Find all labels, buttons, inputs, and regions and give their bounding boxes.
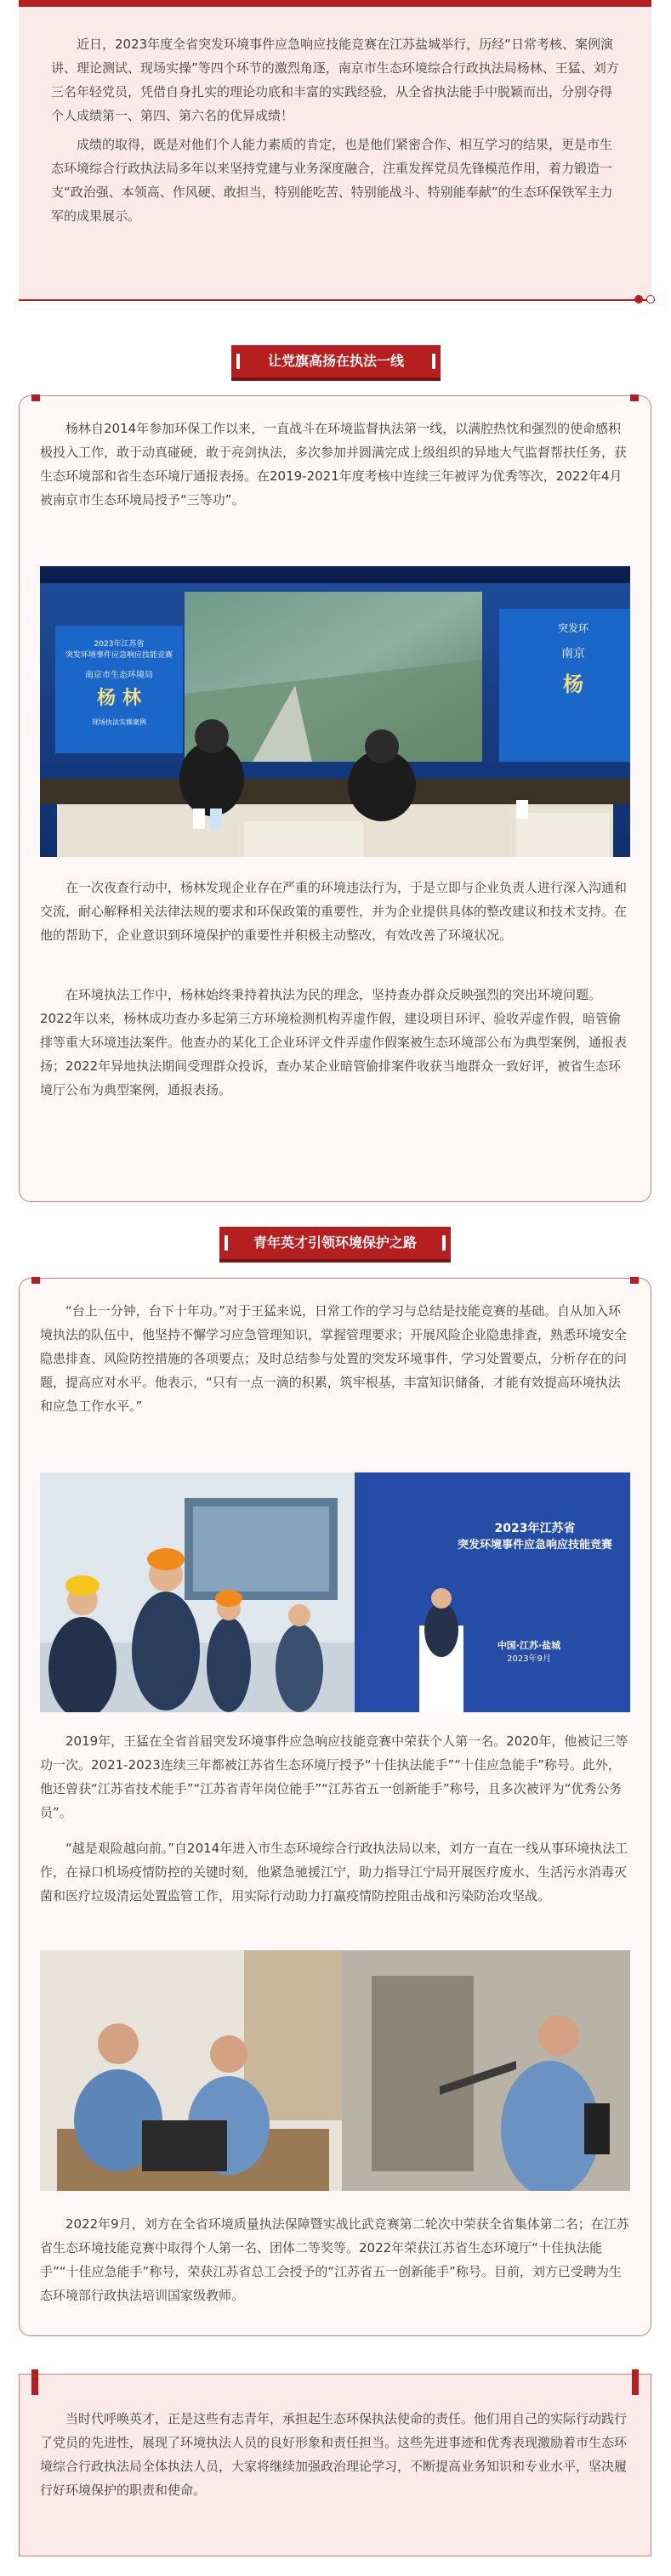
closing-box bbox=[19, 2374, 651, 2556]
right-screen-unit: 南京 bbox=[561, 647, 585, 661]
closing-paragraph: 当时代呼唤英才，正是这些有志青年，承担起生态环保执法使命的责任。他们用自己的实际行动践行了党员的先进性，展现了环境执法人员的良好形象和责任担当。这些先进事迹和优秀表现激励着市生态环境综合行政执法局全体执法人员，大家将继续加强政治理论学习，不断提高业务知识和专业水平，坚决履行好环境保护的职责和使命。 bbox=[40, 2411, 628, 2498]
panel-corner-right bbox=[630, 394, 639, 401]
panel-corner-left bbox=[31, 394, 40, 401]
banner-text bbox=[440, 1520, 630, 1554]
banner-line3: 中国·江苏·盐城 bbox=[497, 1640, 561, 1651]
banner-line4: 2023年9月 bbox=[507, 1654, 551, 1664]
right-screen-line1: 突发环 bbox=[557, 622, 589, 634]
banner-line1: 2023年江苏省 bbox=[494, 1522, 576, 1535]
divider-dot-filled bbox=[634, 295, 643, 304]
left-screen-text bbox=[55, 639, 183, 728]
banner-line2: 突发环境事件应急响应技能竞赛 bbox=[457, 1539, 612, 1552]
section1-paragraph-3: 在环境执法工作中，杨林始终秉持着执法为民的理念，坚持查办群众反映强烈的突出环境问题。2022年以来，杨林成功查办多起第三方环境检测机构弄虚作假，建设项目环评、验收弄虚作假，暗管偷排等重大环境违法案件。他查办的某化工企业环评文件弄虚作假案被生态环境部公布为典型案例，通报表扬；2022年异地执法期间受理群众投诉，查办某企业暗管偷排案件收获当地群众一致好评，被省生态环境厅公布为典型案例，通报表扬。 bbox=[40, 987, 628, 1098]
enforcement-officers-photo bbox=[40, 1950, 630, 2191]
right-screen-text bbox=[516, 621, 630, 695]
officers-photo-illustration bbox=[40, 1950, 630, 2191]
emergency-training-photo bbox=[40, 1472, 630, 1712]
section2-paragraph-3: “越是艰险越向前。”自2014年进入市生态环境综合行政执法局以来，刘方一直在一线从事环境执法工作，在禄口机场疫情防控的关键时刻，他紧急驰援江宁，助力指导江宁局开展医疗废水、生活污水消毒灭菌和医疗垃圾清运处置监管工作，用实际行动助力打赢疫情防控阻击战和污染防治攻坚战。 bbox=[40, 1841, 628, 1904]
training-photo-illustration bbox=[40, 1472, 630, 1712]
panel-corner-left bbox=[31, 1277, 40, 1284]
left-screen-caption: 现场执法实操案例 bbox=[92, 718, 146, 726]
section1-paragraph-2: 在一次夜查行动中，杨林发现企业存在严重的环境违法行为，于是立即与企业负责人进行深入沟通和交流，耐心解释相关法律法规的要求和环保政策的重要性，并为企业提供具体的整改建议和技术支持。在他的帮助下，企业意识到环境保护的重要性并积极主动整改，有效改善了环境状况。 bbox=[40, 880, 628, 943]
divider-dot-outline bbox=[646, 295, 655, 304]
banner-subtext bbox=[465, 1639, 593, 1666]
section2-panel bbox=[19, 1278, 651, 2336]
section2-paragraph-4: 2022年9月，刘方在全省环境质量执法保障暨实战比武竞赛第二轮次中荣获全省集体第二名；在江苏省生态环境技能竞赛中取得个人第一名、团体二等奖等。2022年荣获江苏省生态环境厅“十佳执法能手”“十佳应急能手”称号，荣获江苏省总工会授予的“江苏省五一创新能手”称号。目前，刘方已受聘为生态环境部行政执法培训国家级教师。 bbox=[40, 2216, 629, 2303]
left-screen-line2: 突发环境事件应急响应技能竞赛 bbox=[65, 651, 173, 660]
closing-bar-left bbox=[31, 2369, 38, 2395]
intro-box bbox=[19, 0, 651, 299]
section1-panel bbox=[19, 395, 651, 1202]
panel-corner-right bbox=[630, 1277, 639, 1284]
left-screen-name: 杨 林 bbox=[97, 688, 141, 709]
section2-paragraph-2: 2019年，王猛在全省首届突发环境事件应急响应技能竞赛中荣获个人第一名。2020年，他被记三等功一次。2021-2023连续三年都被江苏省生态环境厅授予“十佳执法能手”“十佳应急能手”称号。此外，他还曾获“江苏省技术能手”“江苏省青年岗位能手”“江苏省五一创新能手”称号，且多次被评为“优秀公务员”。 bbox=[40, 1733, 628, 1820]
left-screen-unit: 南京市生态环境局 bbox=[85, 671, 153, 680]
right-screen-name: 杨 bbox=[563, 672, 583, 696]
section-title-party-flag: 让党旗高扬在执法一线 bbox=[231, 345, 441, 381]
competition-stage-photo bbox=[40, 566, 630, 857]
intro-top-bar bbox=[19, 0, 651, 7]
left-screen-line1: 2023年江苏省 bbox=[94, 640, 145, 649]
section1-paragraph-1: 杨林自2014年参加环保工作以来，一直战斗在环境监督执法第一线，以满腔热忱和强烈的使命感积极投入工作，敢于动真碰硬，敢于亮剑执法，多次参加并圆满完成上级组织的异地大气监督帮扶任务，获生态环境部和省生态环境厅通报表扬。在2019-2021年度考核中连续三年被评为优秀等次，2022年4月被南京市生态环境局授予“三等功”。 bbox=[40, 421, 628, 508]
section-title-youth: 青年英才引领环境保护之路 bbox=[219, 1227, 451, 1262]
divider-line bbox=[19, 299, 655, 301]
intro-paragraph-2: 成绩的取得，既是对他们个人能力素质的肯定，也是他们紧密合作、相互学习的结果，更是市生态环境综合行政执法局多年以来坚持党建与业务深度融合，注重发挥党员先锋模范作用，着力锻造一支“政治强、本领高、作风硬、敢担当，特别能吃苦、特别能战斗、特别能奉献”的生态环保铁军主力军的成果展示。 bbox=[51, 137, 613, 224]
closing-bar-right bbox=[632, 2369, 639, 2395]
section2-paragraph-1: “台上一分钟，台下十年功。”对于王猛来说，日常工作的学习与总结是技能竞赛的基础。自从加入环境执法的队伍中，他坚持不懈学习应急管理知识，掌握管理要求；开展风险企业隐患排查，熟悉环境安全隐患排查、风险防控措施的各项要点；及时总结参与处置的突发环境事件，学习处置要点，分析存在的问题，提高应对水平。他表示，“只有一点一滴的积累，筑牢根基，丰富知识储备，才能有效提高环境执法和应急工作水平。” bbox=[40, 1303, 628, 1414]
intro-paragraph-1: 近日，2023年度全省突发环境事件应急响应技能竞赛在江苏盐城举行，历经“日常考核、案例演讲、理论测试、现场实操”等四个环节的激烈角逐，南京市生态环境综合行政执法局杨林、王猛、刘方三名年轻党员，凭借自身扎实的理论功底和丰富的实践经验，从全省执法能手中脱颖而出，分别夺得个人成绩第一、第四、第六名的优异成绩！ bbox=[51, 37, 619, 123]
